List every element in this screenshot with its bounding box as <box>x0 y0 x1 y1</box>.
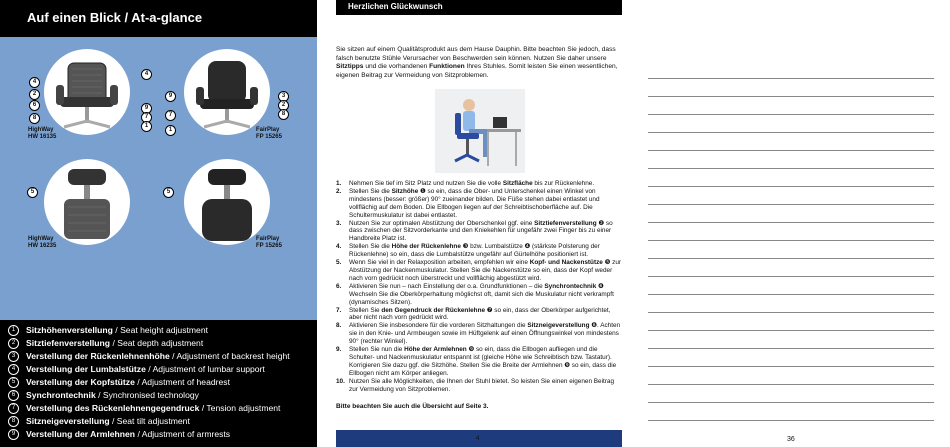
legend-number: 5 <box>8 377 19 388</box>
step-number: 2. <box>336 187 342 195</box>
legend-de: Verstellung der Lumbalstütze <box>26 364 146 374</box>
step-number: 4. <box>336 243 342 251</box>
page-number: 4 <box>476 436 480 442</box>
legend-en: Adjustment of headrest <box>141 377 230 387</box>
intro-text: Sie sitzen auf einem Qualitätsprodukt aus dem Hause Dauphin. Bitte beachten Sie jedoch, dass falsch benutzte Stühle Verursacher von Beschwerden sein können. Nutzen Sie daher unsere <box>336 46 616 62</box>
step-number: 7. <box>336 306 342 314</box>
intro-paragraph <box>336 46 626 80</box>
step-number: 8. <box>336 322 342 330</box>
chair-fp15265-headrest-image <box>184 159 270 245</box>
step-text: Stellen Sie <box>349 306 382 314</box>
callout-marker: 9 <box>141 103 152 114</box>
callout-marker: 8 <box>278 109 289 120</box>
note-line <box>648 78 934 79</box>
legend-number: 2 <box>8 338 19 349</box>
headrest-mesh-icon <box>44 159 130 245</box>
step-text: ❷ so dass zwischen der Sitzvorderkante und den Kniekehlen für ungefähr zwei Finger bis zu einer Handbreite Platz ist. <box>349 219 613 243</box>
legend-en: Adjustment of armrests <box>141 429 231 439</box>
step-text: Stellen Sie die <box>349 187 392 195</box>
model-label-fp15265-headrest <box>256 236 282 250</box>
step-text: ❼ so ein, dass der Oberkörper aufgerichtet, aber nicht nach vorn gedrückt wird. <box>349 306 611 322</box>
legend-de: Verstellung der Kopfstütze <box>26 377 135 387</box>
page-title-bar <box>0 0 317 37</box>
model-name: FairPlay <box>256 236 280 242</box>
step-text: ❽. Achten sie in den Knie- und Armbeugen sowie im Hüftgelenk auf einen Öffnungswinkel von mindestens 90° (rechter Winkel). <box>349 322 621 346</box>
step-text: bis zur Rückenlehne. <box>532 180 595 187</box>
model-name: HighWay <box>28 127 54 133</box>
step-text: ❻ Wechseln Sie die Oberkörperhaltung möglichst oft, damit sich die Muskulatur nicht verkrampft (dynamisches Sitzen). <box>349 282 614 306</box>
legend-number: 7 <box>8 403 19 414</box>
step-text: ❶ so ein, dass die Ober- und Unterschenkel einen Winkel von mindestens (besser: größer) 90° zueinander bilden. Die Füße stehen dabei entlastet und vollflächig auf dem Boden. Die Ellbogen liegen auf der Schreibtischoberfläche auf. Die Schultermuskulatur ist dabei entlastet. <box>349 187 600 219</box>
legend-sep: / <box>172 351 175 361</box>
model-label-hw16235 <box>28 236 56 250</box>
sitting-tips-list <box>336 180 624 393</box>
chair-hw16235-headrest-image <box>44 159 130 245</box>
callout-marker: 2 <box>29 89 40 100</box>
callout-marker: 7 <box>141 112 152 123</box>
step-number: 3. <box>336 219 342 227</box>
model-name: FairPlay <box>256 127 280 133</box>
model-label-fp15265 <box>256 127 282 141</box>
note-line <box>648 132 934 133</box>
note-line <box>648 258 934 259</box>
section-header-bar <box>336 0 622 15</box>
function-legend <box>0 320 317 447</box>
at-a-glance-page <box>0 0 317 447</box>
legend-row <box>11 338 204 348</box>
list-item <box>336 180 624 188</box>
list-item <box>336 220 624 244</box>
list-item <box>336 346 624 378</box>
page-number: 36 <box>787 436 795 443</box>
callout-marker: 4 <box>141 69 152 80</box>
note-line <box>648 276 934 277</box>
note-line <box>648 222 934 223</box>
intro-bold: Funktionen <box>429 63 465 71</box>
model-number: FP 15265 <box>256 134 282 140</box>
callout-marker: 9 <box>165 91 176 102</box>
list-item <box>336 283 624 307</box>
callout-marker: 7 <box>165 110 176 121</box>
person-at-desk-icon <box>435 89 525 173</box>
step-bold: Sitzfläche <box>502 180 533 187</box>
note-line <box>648 384 934 385</box>
legend-de: Sitzneigeverstellung <box>26 416 110 426</box>
step-text: ❾ so ein, dass die Ellbogen aufliegen und die Schulter- und Nackenmuskulatur entspannt ist (gleiche Höhe wie Schreibtisch bzw. Tastatur). Korrigieren Sie dazu ggf. die Sitzhöhe. Stellen Sie die Breite der Armlehnen ❾ so ein, dass die Ellbogen nicht am Körper anliegen. <box>349 346 617 377</box>
legend-row <box>11 390 199 400</box>
legend-sep: / <box>137 377 140 387</box>
office-chair-upholstered-icon <box>184 49 270 135</box>
legend-number: 8 <box>8 416 19 427</box>
step-text: Nehmen Sie tief im Sitz Platz und nutzen Sie die volle <box>349 180 503 187</box>
office-chair-mesh-icon <box>44 49 130 135</box>
legend-de: Verstellung der Rückenlehnenhöhe <box>26 351 170 361</box>
note-line <box>648 114 934 115</box>
note-line <box>648 420 934 421</box>
note-line <box>648 168 934 169</box>
step-number: 9. <box>336 346 342 354</box>
see-overview-note: Bitte beachten Sie auch die Übersicht auf Seite 3. <box>336 403 489 410</box>
intro-text: und die vorhandenen <box>363 63 430 71</box>
model-name: HighWay <box>28 236 54 242</box>
step-text: ❸ bzw. Lumbalstütze ❹ (stärkste Polsterung der Rückenlehne) so ein, dass die Lumbalstütze ungefähr auf Gürtelhöhe positioniert ist. <box>349 243 600 259</box>
step-text: Stellen Sie die <box>349 243 392 251</box>
legend-row <box>11 429 231 439</box>
legend-row <box>11 325 208 335</box>
legend-en: Seat depth adjustment <box>117 338 204 348</box>
callout-marker: 1 <box>165 125 176 136</box>
note-line <box>648 294 934 295</box>
legend-de: Sitzhöhenverstellung <box>26 325 113 335</box>
note-line <box>648 402 934 403</box>
step-number: 1. <box>336 180 342 187</box>
legend-sep: / <box>201 403 205 413</box>
list-item <box>336 322 624 346</box>
callout-marker: 5 <box>163 187 174 198</box>
legend-number: 1 <box>8 325 19 336</box>
step-number: 5. <box>336 259 342 267</box>
step-bold: Kopf- und Nackenstütze <box>529 259 603 267</box>
legend-en: Seat tilt adjustment <box>116 416 190 426</box>
step-bold: Sitztiefenverstellung <box>534 219 597 227</box>
step-text: Aktivieren Sie nun – nach Einstellung der o.a. Grundfunktionen – die <box>349 282 545 290</box>
step-number: 10. <box>336 377 345 385</box>
legend-sep: / <box>148 364 151 374</box>
legend-sep: / <box>112 338 115 348</box>
model-number: FP 15265 <box>256 243 282 249</box>
legend-row <box>11 377 230 387</box>
callout-marker: 3 <box>278 91 289 102</box>
legend-number: 6 <box>8 390 19 401</box>
chair-overview-panel <box>0 37 317 320</box>
note-line <box>648 348 934 349</box>
step-bold: Sitzhöhe <box>391 187 419 195</box>
legend-sep: / <box>137 429 140 439</box>
legend-en: Tension adjustment <box>206 403 281 413</box>
model-label-hw16135 <box>28 127 56 141</box>
note-line <box>648 240 934 241</box>
intro-text: Ihres Stuhles. Somit leisten Sie einen wesentlichen, eigenen Beitrag zur Vermeidung von Sitzproblemen. <box>336 63 618 79</box>
legend-de: Verstellung des Rückenlehnengegendruck <box>26 403 200 413</box>
list-item <box>336 378 624 394</box>
model-number: HW 16135 <box>28 134 57 140</box>
callout-marker: 4 <box>29 77 40 88</box>
legend-number: 4 <box>8 364 19 375</box>
note-line <box>648 366 934 367</box>
step-text: Wenn Sie viel in der Relaxposition arbeiten, empfehlen wir eine <box>349 259 530 267</box>
list-item <box>336 307 624 323</box>
legend-sep: / <box>111 416 115 426</box>
legend-row <box>11 364 265 374</box>
step-bold: den Gegendruck der Rückenlehne <box>381 306 486 314</box>
step-text: Nutzen Sie alle Möglichkeiten, die Ihnen der Stuhl bietet. So leisten Sie einen eigenen Beitrag zur Vermeidung von Sitzproblemen. <box>349 377 615 393</box>
section-header: Herzlichen Glückwunsch <box>348 2 443 11</box>
step-bold: Synchrontechnik <box>544 282 597 290</box>
legend-en: Adjustment of backrest height <box>176 351 290 361</box>
list-item <box>336 259 624 283</box>
legend-en: Seat height adjustment <box>120 325 208 335</box>
chair-hw16135-image <box>44 49 130 135</box>
page-title: Auf einen Blick / At-a-glance <box>27 10 203 25</box>
legend-number: 9 <box>8 429 19 440</box>
list-item <box>336 243 624 259</box>
step-bold: Höhe der Rückenlehne <box>391 243 461 251</box>
step-bold: Sitzneigeverstellung <box>527 322 590 330</box>
callout-marker: 5 <box>27 187 38 198</box>
step-text: Aktivieren Sie insbesondere für die vorderen Sitzhaltungen die <box>349 322 528 330</box>
legend-sep: / <box>115 325 118 335</box>
legend-de: Sitztiefenverstellung <box>26 338 111 348</box>
step-bold: Höhe der Armlehnen <box>404 346 467 354</box>
legend-en: Synchronised technology <box>102 390 199 400</box>
step-text: Stellen Sie nun die <box>349 346 405 354</box>
callout-marker: 8 <box>29 113 40 124</box>
headrest-upholstered-icon <box>184 159 270 245</box>
sitting-posture-illustration <box>435 89 525 173</box>
callout-marker: 2 <box>278 100 289 111</box>
callout-marker: 6 <box>29 100 40 111</box>
note-line <box>648 186 934 187</box>
note-line <box>648 150 934 151</box>
legend-number: 3 <box>8 351 19 362</box>
legend-en: Adjustment of lumbar support <box>152 364 265 374</box>
step-text: ❺ zur Abstützung der Nackenmuskulatur. Stellen Sie die Nackenstütze so ein, dass der Kopf weder nach vorn gedrückt noch überstreckt und vollflächig abgestützt wird. <box>349 259 622 282</box>
legend-row <box>11 351 290 361</box>
note-line <box>648 312 934 313</box>
intro-bold: Sitztipps <box>336 63 364 71</box>
model-number: HW 16235 <box>28 243 57 249</box>
chair-fp15265-image <box>184 49 270 135</box>
callout-marker: 1 <box>141 121 152 132</box>
legend-row <box>11 403 281 413</box>
note-line <box>648 96 934 97</box>
note-line <box>648 204 934 205</box>
legend-de: Synchrontechnik <box>26 390 96 400</box>
legend-de: Verstellung der Armlehnen <box>26 429 136 439</box>
step-text: Nutzen Sie zur optimalen Abstützung der Oberschenkel ggf. eine <box>349 219 535 227</box>
list-item <box>336 188 624 220</box>
note-line <box>648 330 934 331</box>
legend-sep: / <box>98 390 101 400</box>
legend-row <box>11 416 190 426</box>
step-number: 6. <box>336 282 342 290</box>
